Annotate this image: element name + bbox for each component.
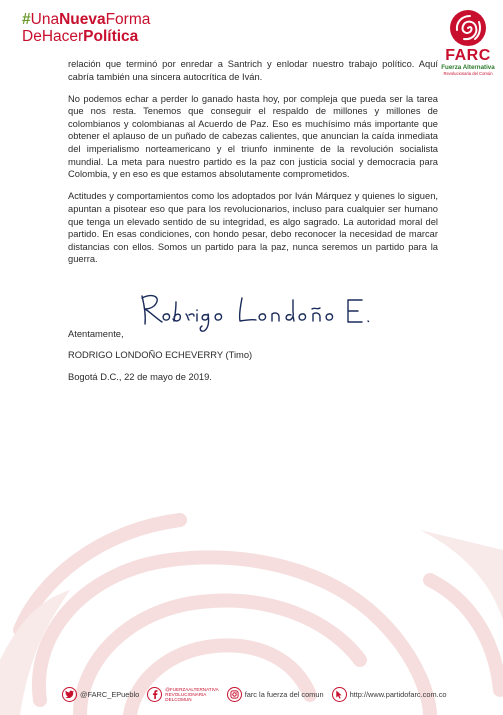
campaign-hashtag bbox=[22, 12, 150, 44]
facebook-handle-line: DELCOMUN bbox=[165, 696, 192, 702]
hashtag-word-nueva: Nueva bbox=[59, 11, 106, 28]
closing-salutation: Atentamente, bbox=[68, 329, 124, 339]
logo-tagline: Revolucionaria del Común bbox=[443, 71, 493, 76]
twitter-link[interactable] bbox=[62, 687, 139, 702]
letter-paragraph: relación que terminó por enredar a Santrich y enlodar nuestro trabajo político. Aquí cabría también una sincera autocrítica de Iván. bbox=[68, 59, 438, 82]
hashtag-word-una: Una bbox=[30, 11, 60, 28]
instagram-link[interactable] bbox=[227, 687, 324, 702]
hashtag-word-forma: Forma bbox=[105, 11, 151, 28]
logo-name: FARC bbox=[445, 47, 491, 64]
logo-subtitle: Fuerza Alternativa bbox=[441, 64, 495, 71]
hashtag-symbol: # bbox=[22, 11, 31, 28]
handwritten-signature bbox=[136, 290, 376, 334]
date-line: Bogotá D.C., 22 de mayo de 2019. bbox=[68, 372, 212, 382]
letter-body bbox=[68, 58, 438, 275]
facebook-handle-line: REVOLUCIONARIA bbox=[165, 691, 207, 697]
farc-logo bbox=[440, 8, 496, 90]
hashtag-word-politica: Política bbox=[83, 27, 139, 45]
facebook-handle-line: @FUERZAALTERNATIVA bbox=[165, 686, 219, 692]
twitter-icon bbox=[62, 687, 77, 702]
letter-paragraph: No podemos echar a perder lo ganado hasta hoy, por compleja que pueda ser la tarea que nos resta. Tenemos que conseguir el respaldo de millones y millones de colombianos y colombianas al Acuerdo de Paz. Eso es muchísimo más importante que obtener el aplauso de un puñado de cabezas calientes, que anuncian la caída inmediata del imperialismo norteamericano y el triunfo inminente de la revolución socialista mundial. La meta para nuestro partido es la paz con justicia social y democracia para Colombia, y en eso es que estamos absolutamente comprometidos. bbox=[68, 93, 438, 180]
facebook-icon bbox=[147, 687, 162, 702]
twitter-handle: @FARC_EPueblo bbox=[80, 689, 140, 699]
facebook-handle bbox=[165, 687, 218, 702]
rose-logo-icon bbox=[448, 8, 488, 48]
footer-social-links bbox=[62, 683, 482, 705]
instagram-icon bbox=[227, 687, 242, 702]
signatory-name: RODRIGO LONDOÑO ECHEVERRY (Timo) bbox=[68, 350, 253, 360]
cursor-icon bbox=[332, 687, 347, 702]
rose-watermark bbox=[0, 490, 503, 715]
website-link[interactable] bbox=[332, 687, 447, 702]
website-url: http://www.partidofarc.com.co bbox=[349, 689, 447, 699]
instagram-handle: farc la fuerza del comun bbox=[244, 689, 324, 699]
hashtag-word-dehacer: DeHacer bbox=[22, 27, 84, 45]
letter-paragraph: Actitudes y comportamientos como los adoptados por Iván Márquez y quienes lo siguen, apuntan a pisotear eso que para los revolucionarios, incluso para cualquier ser humano que tenga un elevado sentido de su integridad, es algo sagrado. La autoridad moral del partido. En esas condiciones, con hondo pesar, debo reconocer la necesidad de marcar distancias con ellos. Somos un partido para la paz, nunca seremos un partido para la guerra. bbox=[68, 191, 438, 265]
facebook-link[interactable] bbox=[147, 687, 218, 702]
